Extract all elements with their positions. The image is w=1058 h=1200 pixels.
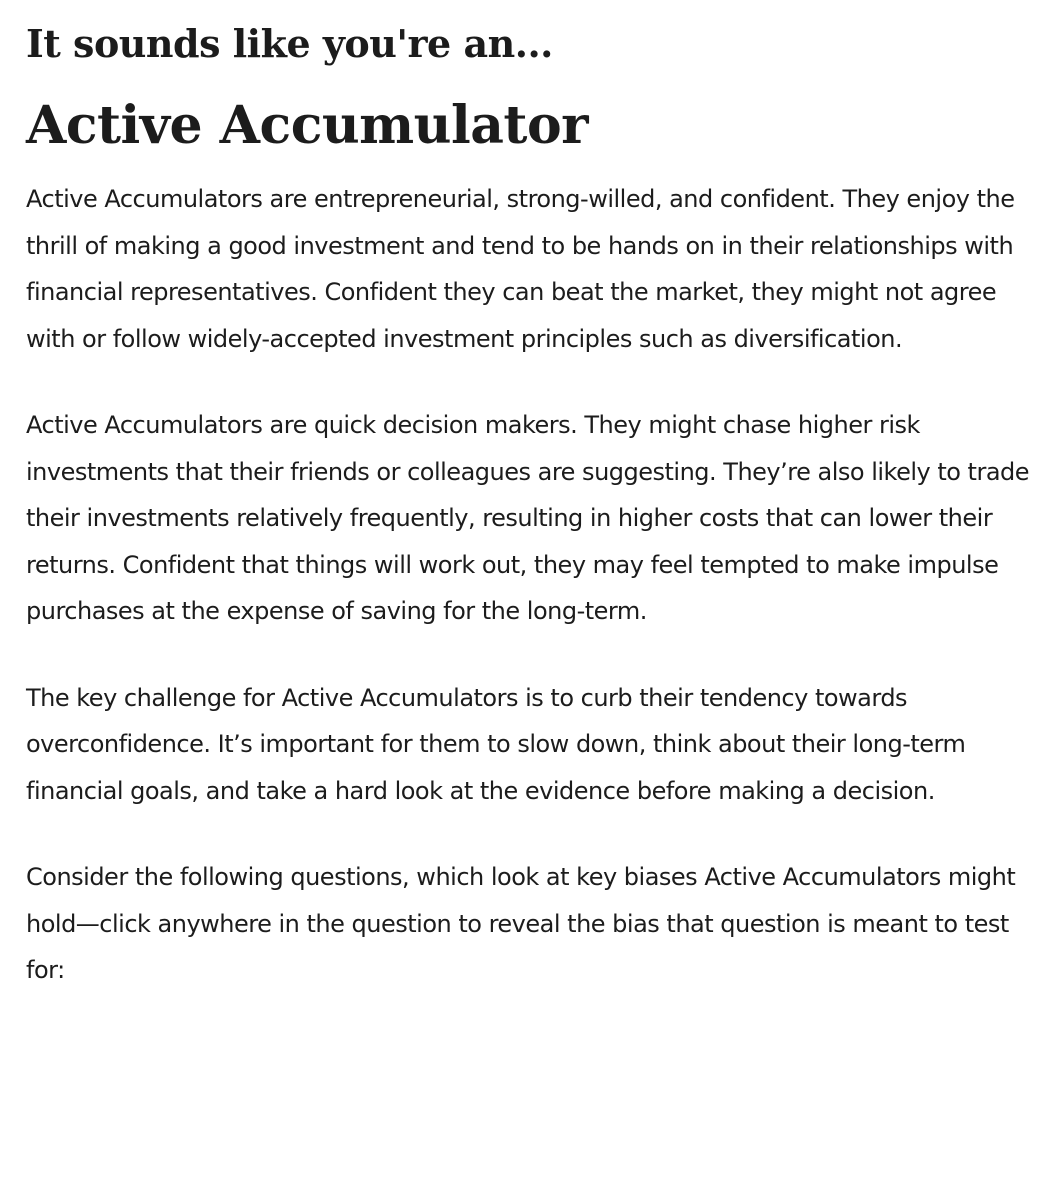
description-paragraph: Active Accumulators are entrepreneurial, strong-willed, and confident. They enjoy the thrill of making a good investment and tend to be hands on in their relationships with financial representatives. Confident they can beat the market, they might not agree with or follow widely-accepted investment principles such as diversification. bbox=[26, 185, 1015, 353]
challenge-paragraph: The key challenge for Active Accumulators is to curb their tendency towards overconfidence. It’s important for them to slow down, think about their long-term financial goals, and take a hard look at the evidence before making a decision. bbox=[26, 683, 966, 805]
behavior-paragraph: Active Accumulators are quick decision makers. They might chase higher risk investments that their friends or colleagues are suggesting. They’re also likely to trade their investments relatively frequently, resulting in higher costs that can lower their returns. Confident that things will work out, they may feel tempted to make impulse purchases at the expense of saving for the long-term. bbox=[26, 411, 1030, 625]
intro-heading: It sounds like you're an... bbox=[26, 21, 553, 66]
result-content bbox=[26, 0, 1036, 994]
questions-intro-paragraph: Consider the following questions, which look at key biases Active Accumulators might hold—click anywhere in the question to reveal the bias that question is meant to test for: bbox=[26, 863, 1016, 984]
profile-title: Active Accumulator bbox=[26, 95, 589, 156]
